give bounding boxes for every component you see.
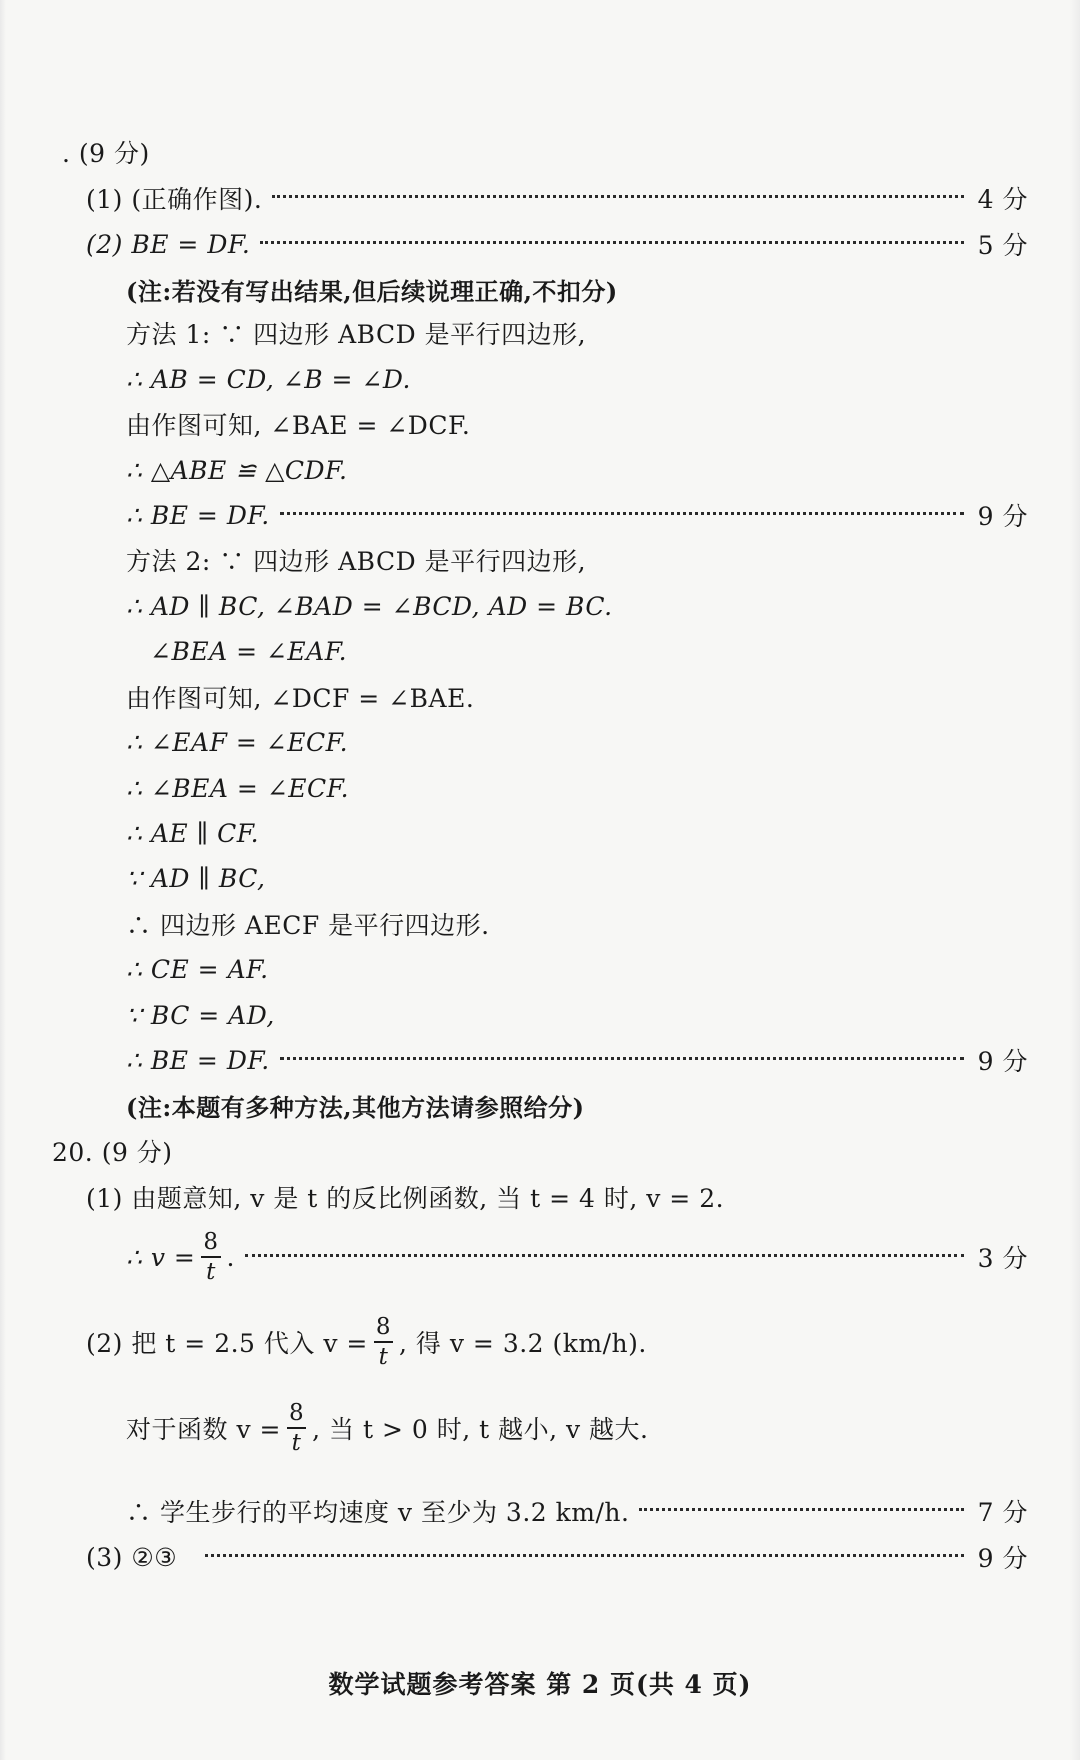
proof-step: ∴ △ABE ≌ △CDF. — [126, 455, 348, 485]
q19-m1-line-3 — [0, 400, 1080, 448]
q19-m2-line-3 — [0, 627, 1080, 675]
q19-m2-line-6 — [0, 764, 1080, 812]
proof-step: 由作图可知, ∠DCF = ∠BAE. — [126, 684, 475, 713]
proof-step: ∴ BE = DF. — [126, 500, 270, 530]
q19-note1-text: (注:若没有写出结果,但后续说理正确,不扣分) — [126, 276, 618, 306]
q19-m2-line-4 — [0, 673, 1080, 721]
q19-m2-final-line — [0, 1036, 1080, 1084]
q20-part2-conclusion: ∴ 学生步行的平均速度 v 至少为 3.2 km/h. — [126, 1498, 630, 1527]
proof-step: 由作图可知, ∠BAE = ∠DCF. — [126, 411, 471, 440]
q19-part2-score: 5 分 — [977, 231, 1028, 260]
q19-header — [0, 128, 1080, 176]
fraction-8-over-t — [374, 1315, 393, 1369]
q19-part2-line — [0, 220, 1080, 268]
proof-step: 方法 2: ∵ 四边形 ABCD 是平行四边形, — [126, 547, 587, 576]
dotted-leader — [639, 1508, 963, 1511]
proof-step: ∴ 四边形 AECF 是平行四边形. — [126, 911, 490, 940]
q19-m1-line-1 — [0, 309, 1080, 357]
q20-part3-label: (3) ②③ — [86, 1542, 178, 1572]
q19-note2 — [0, 1081, 1080, 1129]
proof-step: ∠BEA = ∠EAF. — [150, 636, 348, 666]
q19-m2-line-10 — [0, 945, 1080, 993]
q20-part2-line2-pre: 对于函数 v = — [126, 1415, 281, 1444]
q20-part2-pre: (2) 把 t = 2.5 代入 v = — [86, 1329, 368, 1358]
dotted-leader — [245, 1254, 964, 1257]
q20-part3-line — [0, 1533, 1080, 1581]
q20-part2-line2-post: , 当 t > 0 时, t 越小, v 越大. — [312, 1415, 649, 1444]
proof-step: ∵ AD ∥ BC, — [126, 863, 266, 893]
q19-m2-score: 9 分 — [977, 1047, 1028, 1076]
q20-part2-line — [0, 1307, 1080, 1377]
q19-part1-label: (1) (正确作图). — [86, 185, 263, 214]
dotted-leader — [280, 1057, 964, 1060]
proof-step: ∴ ∠EAF = ∠ECF. — [126, 727, 349, 757]
proof-step: ∴ AB = CD, ∠B = ∠D. — [126, 364, 412, 394]
q20-header-text: 20. (9 分) — [52, 1138, 173, 1167]
q20-part1-line — [0, 1173, 1080, 1221]
q19-m1-line-2 — [0, 355, 1080, 403]
dotted-leader — [205, 1554, 963, 1557]
fraction-8-over-t — [201, 1230, 220, 1284]
q19-part1-line — [0, 174, 1080, 222]
q20-part1-result-post: . — [226, 1242, 235, 1272]
fraction-denominator: t — [206, 1259, 216, 1285]
q19-m1-final-line — [0, 491, 1080, 539]
q20-part1-result-line — [0, 1222, 1080, 1292]
q19-m2-line-9 — [0, 900, 1080, 948]
q19-note1 — [0, 265, 1080, 313]
q20-part1-text: (1) 由题意知, v 是 t 的反比例函数, 当 t = 4 时, v = 2. — [86, 1184, 725, 1213]
proof-step: ∴ CE = AF. — [126, 954, 269, 984]
q20-part1-result-pre: ∴ v = — [126, 1242, 196, 1272]
fraction-denominator: t — [291, 1430, 302, 1456]
q20-part2-line2 — [0, 1393, 1080, 1463]
proof-step: ∴ AD ∥ BC, ∠BAD = ∠BCD, AD = BC. — [126, 591, 613, 621]
q19-m2-line-1 — [0, 536, 1080, 584]
page-footer-text: 数学试题参考答案 第 2 页(共 4 页) — [328, 1670, 752, 1699]
q20-part1-score: 3 分 — [977, 1244, 1028, 1273]
q19-m2-line-8 — [0, 854, 1080, 902]
q19-m2-line-11 — [0, 991, 1080, 1039]
fraction-numerator: 8 — [374, 1315, 393, 1343]
q19-note2-text: (注:本题有多种方法,其他方法请参照给分) — [126, 1092, 585, 1122]
q20-header — [0, 1127, 1080, 1175]
q19-m2-line-5 — [0, 718, 1080, 766]
q19-part1-score: 4 分 — [977, 185, 1028, 214]
proof-step: ∵ BC = AD, — [126, 1000, 275, 1030]
q20-part3-score: 9 分 — [977, 1544, 1028, 1573]
dotted-leader — [260, 241, 963, 244]
fraction-numerator: 8 — [201, 1230, 220, 1258]
dotted-leader — [272, 195, 963, 198]
q20-part2-score: 7 分 — [977, 1498, 1028, 1527]
q19-m1-score: 9 分 — [977, 502, 1028, 531]
proof-step: 方法 1: ∵ 四边形 ABCD 是平行四边形, — [126, 320, 587, 349]
proof-step: ∴ AE ∥ CF. — [126, 818, 260, 848]
proof-step: ∴ BE = DF. — [126, 1045, 270, 1075]
proof-step: ∴ ∠BEA = ∠ECF. — [126, 773, 350, 803]
page-footer — [0, 1665, 1080, 1701]
q20-part2-conclusion-line — [0, 1487, 1080, 1535]
fraction-numerator: 8 — [287, 1401, 306, 1429]
q19-m1-line-4 — [0, 446, 1080, 494]
fraction-denominator: t — [378, 1344, 389, 1370]
q19-header-text: . (9 分) — [62, 139, 150, 168]
dotted-leader — [280, 512, 964, 515]
q19-part2-label: (2) BE = DF. — [86, 229, 251, 259]
q19-m2-line-2 — [0, 582, 1080, 630]
q20-part2-post: , 得 v = 3.2 (km/h). — [399, 1329, 647, 1358]
q19-m2-line-7 — [0, 809, 1080, 857]
fraction-8-over-t — [287, 1401, 306, 1455]
